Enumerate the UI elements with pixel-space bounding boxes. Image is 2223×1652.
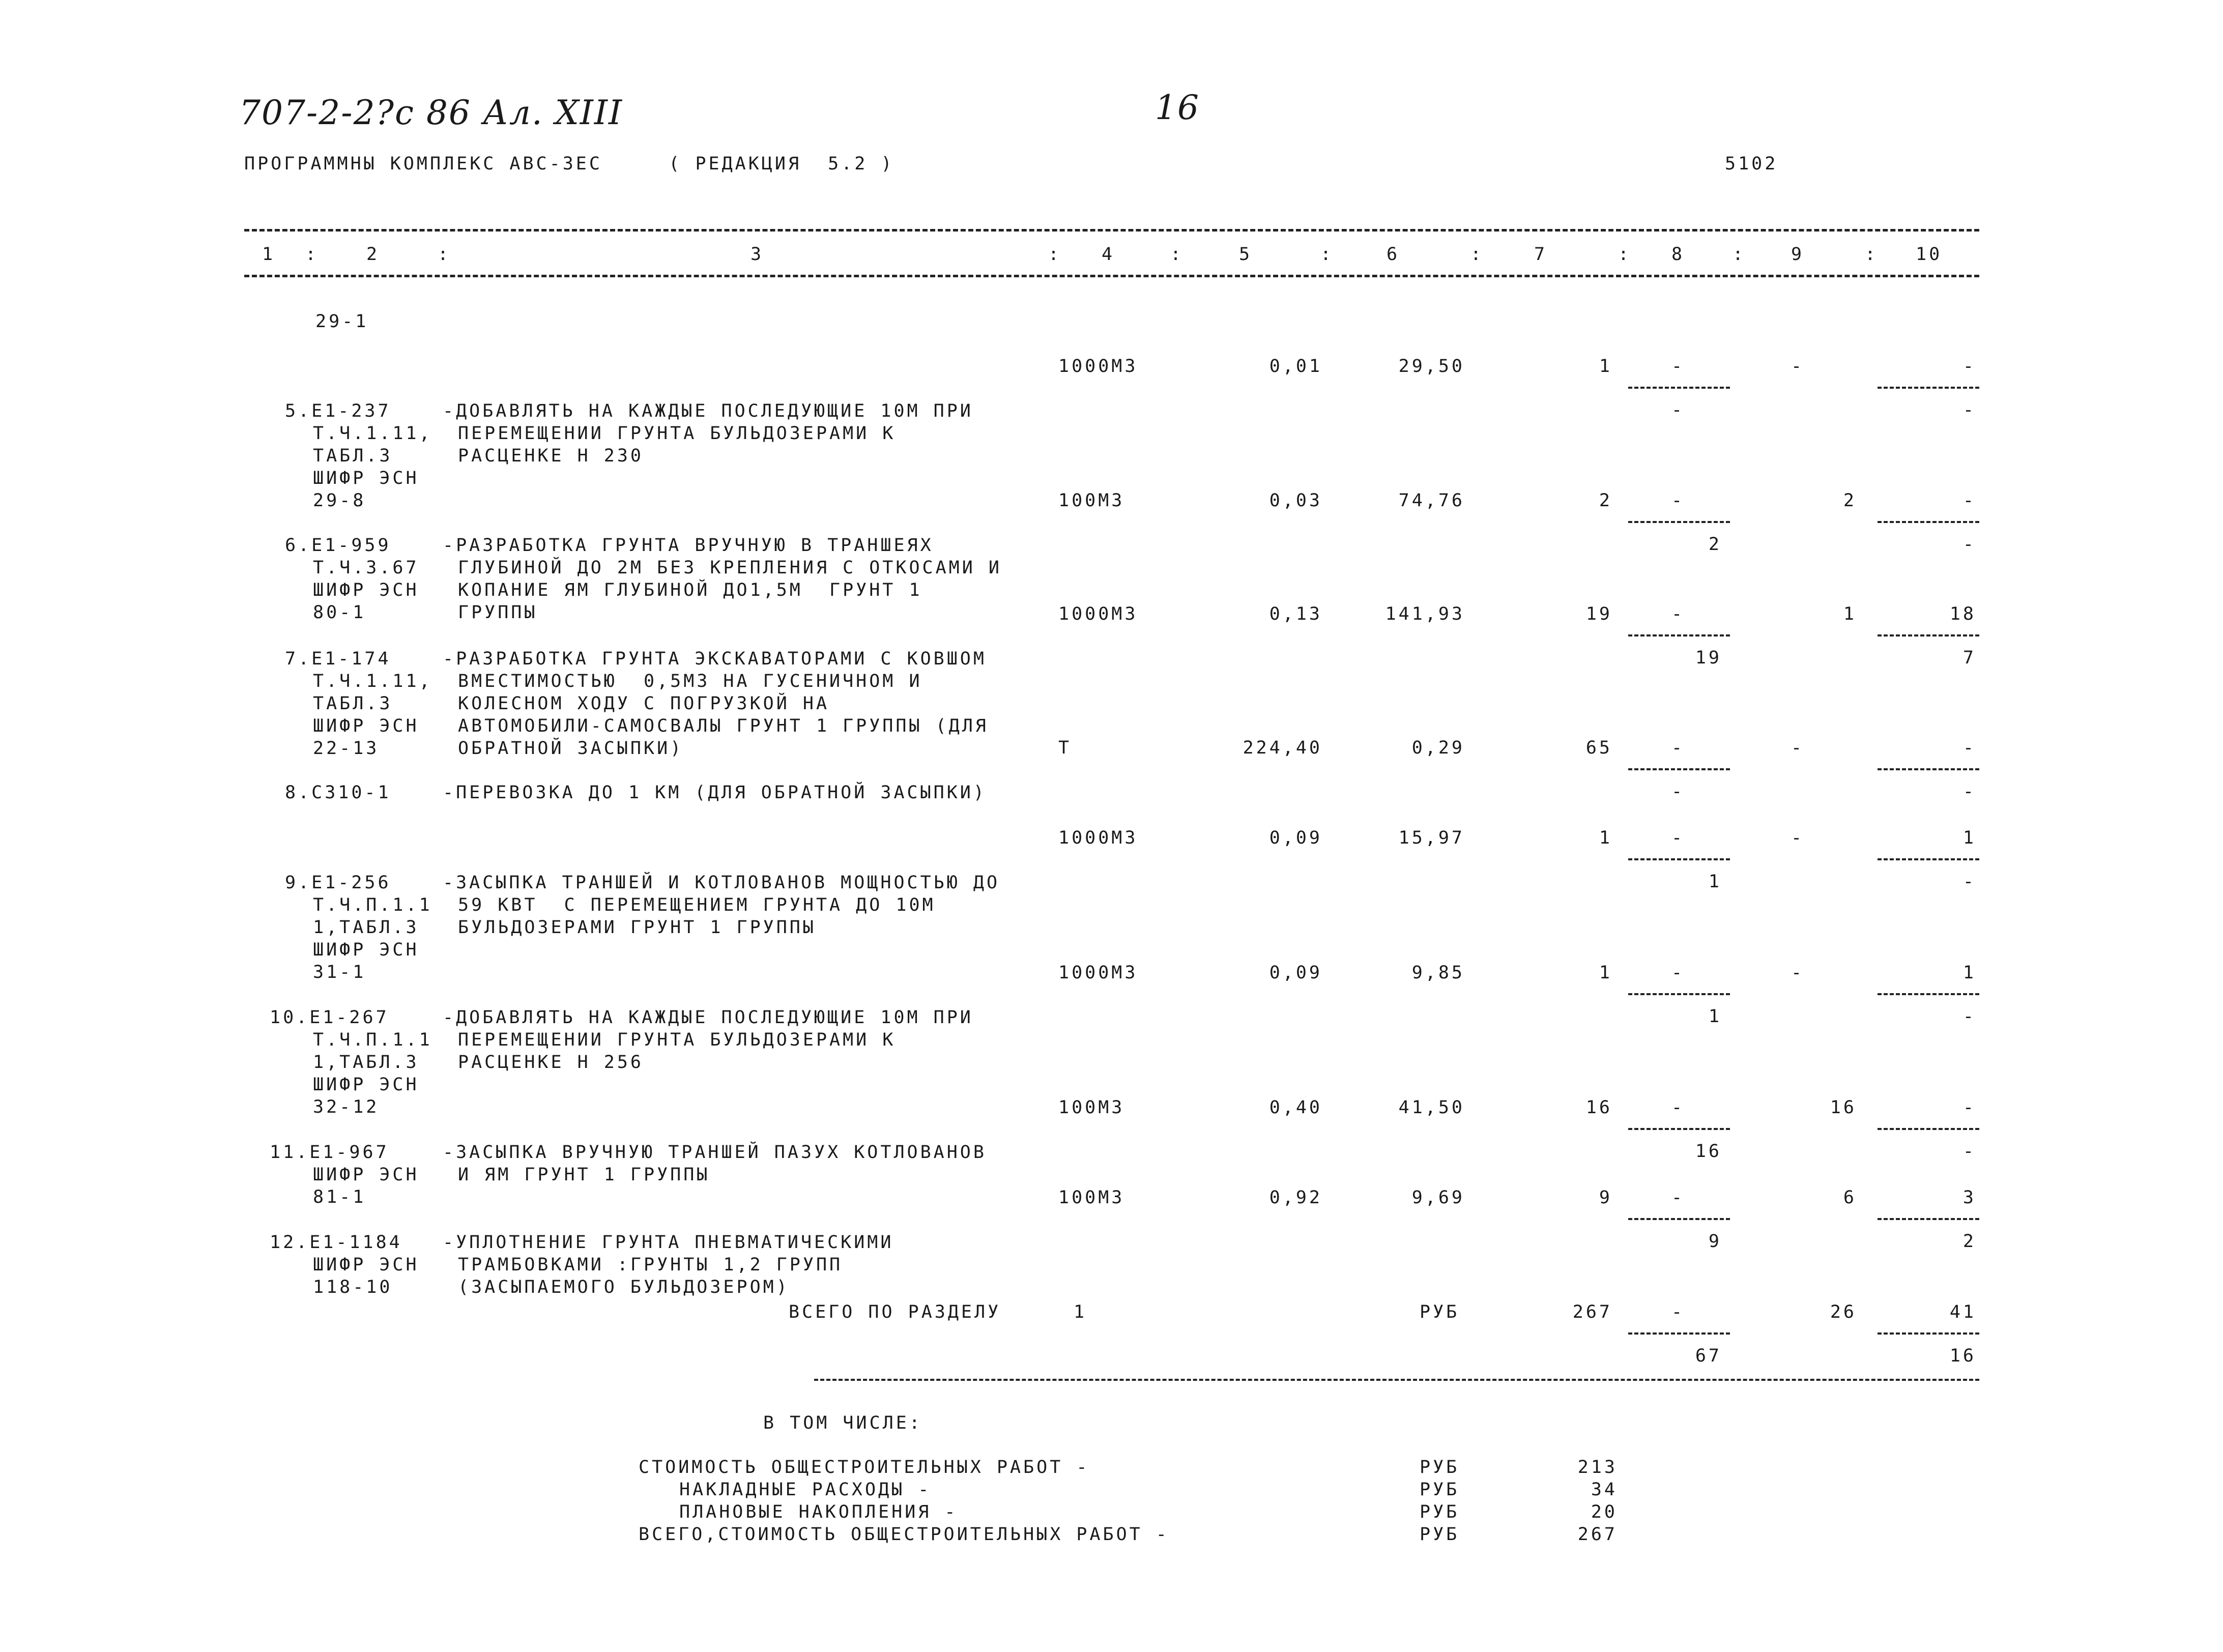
row-machines-bottom: - — [1962, 872, 1976, 892]
row-machines-top: - — [1962, 356, 1976, 376]
row-code: 6.Е1-959 Т.Ч.3.67 ШИФР ЭСН 80-1 — [285, 535, 419, 623]
col-number: 8 — [1671, 244, 1685, 265]
col-number: 2 — [366, 244, 380, 265]
row-quantity: 0,09 — [1269, 963, 1322, 983]
section-total-label: ВСЕГО ПО РАЗДЕЛУ — [789, 1302, 1001, 1322]
row-total: 9 — [1599, 1187, 1612, 1208]
row-code: 7.Е1-174 Т.Ч.1.11, ТАБЛ.3 ШИФР ЭСН 22-13 — [285, 649, 432, 759]
summary-item-value: 34 — [1591, 1480, 1618, 1500]
fraction-line — [1878, 634, 1979, 636]
section-total-rule — [814, 1379, 1979, 1381]
row-wages-top: - — [1671, 738, 1685, 758]
fraction-line — [1878, 768, 1979, 770]
section-total-unit: РУБ — [1420, 1302, 1460, 1322]
fraction-line — [1628, 387, 1730, 389]
col-number: 1 — [262, 244, 276, 265]
col-separator: : — [1048, 244, 1062, 265]
row-materials: 1 — [1843, 604, 1857, 624]
fraction-line — [1628, 1218, 1730, 1220]
fraction-line — [1628, 521, 1730, 523]
section-wages-top: - — [1671, 1302, 1685, 1322]
row-unit-price: 9,69 — [1411, 1187, 1465, 1208]
section-machines-bottom: 16 — [1949, 1346, 1976, 1366]
document-code: 5102 — [1725, 154, 1778, 174]
col-separator: : — [305, 244, 319, 265]
row-machines-bottom: 7 — [1962, 648, 1976, 668]
row-description: -РАЗРАБОТКА ГРУНТА ЭКСКАВАТОРАМИ С КОВШОМ ВМЕСТИМОСТЬЮ 0,5М3 НА ГУСЕНИЧНОМ И КОЛЕСНОМ ХОДУ С ПОГРУЗКОЙ НА АВТОМОБИЛИ-САМОСВАЛЫ ГРУНТ 1 ГРУППЫ (ДЛЯ ОБРАТНОЙ ЗАСЫПКИ) — [443, 649, 989, 759]
row-wages-top: - — [1671, 1097, 1685, 1118]
fraction-line — [1878, 1332, 1979, 1335]
row-unit-price: 141,93 — [1385, 604, 1465, 624]
fraction-line — [1628, 1128, 1730, 1130]
col-number: 7 — [1534, 244, 1548, 265]
row-unit: 1000М3 — [1058, 356, 1138, 376]
row-machines-bottom: - — [1962, 1006, 1976, 1027]
row-unit: Т — [1058, 738, 1072, 758]
col-number: 10 — [1916, 244, 1943, 265]
row-wages-bottom: 1 — [1708, 872, 1722, 892]
col-number: 9 — [1791, 244, 1805, 265]
row-wages-top: - — [1671, 604, 1685, 624]
row-materials: - — [1791, 963, 1805, 983]
row-machines-bottom: 2 — [1962, 1231, 1976, 1252]
row-wages-bottom: 16 — [1695, 1141, 1722, 1162]
row-description: -ПЕРЕВОЗКА ДО 1 КМ (ДЛЯ ОБРАТНОЙ ЗАСЫПКИ) — [443, 782, 987, 803]
section-materials: 26 — [1830, 1302, 1857, 1322]
row-machines-bottom: - — [1962, 400, 1976, 420]
row-quantity: 0,01 — [1269, 356, 1322, 376]
row-total: 1 — [1599, 828, 1612, 848]
row-code: 5.Е1-237 Т.Ч.1.11, ТАБЛ.3 ШИФР ЭСН 29-8 — [285, 401, 432, 511]
section-machines-top: 41 — [1949, 1302, 1976, 1322]
col-number: 6 — [1387, 244, 1400, 265]
row-wages-bottom: 1 — [1708, 1006, 1722, 1027]
row-materials: - — [1791, 738, 1805, 758]
row-machines-top: 1 — [1962, 963, 1976, 983]
col-separator: : — [1170, 244, 1184, 265]
row-wages-bottom: - — [1671, 781, 1685, 802]
col-separator: : — [1865, 244, 1879, 265]
row-wages-top: - — [1671, 828, 1685, 848]
summary-item-label: ВСЕГО,СТОИМОСТЬ ОБЩЕСТРОИТЕЛЬНЫХ РАБОТ - — [639, 1524, 1169, 1545]
row-wages-top: - — [1671, 963, 1685, 983]
fraction-line — [1878, 858, 1979, 860]
row-unit: 100М3 — [1058, 1187, 1125, 1208]
fraction-line — [1628, 1332, 1730, 1335]
fraction-line — [1878, 387, 1979, 389]
row-unit: 100М3 — [1058, 490, 1125, 511]
header-bottom-rule — [244, 275, 1979, 277]
row-quantity: 0,40 — [1269, 1097, 1322, 1118]
row-wages-bottom: 19 — [1695, 648, 1722, 668]
fraction-line — [1628, 858, 1730, 860]
fraction-line — [1878, 1128, 1979, 1130]
row-code: 12.Е1-1184 ШИФР ЭСН 118-10 — [270, 1232, 419, 1297]
row-machines-top: 18 — [1949, 604, 1976, 624]
row-description: -ЗАСЫПКА ТРАНШЕЙ И КОТЛОВАНОВ МОЩНОСТЬЮ ДО 59 КВТ С ПЕРЕМЕЩЕНИЕМ ГРУНТА ДО 10М БУЛЬДОЗЕРАМИ ГРУНТ 1 ГРУППЫ — [443, 873, 1000, 938]
row-unit: 1000М3 — [1058, 604, 1138, 624]
row-total: 2 — [1599, 490, 1612, 511]
row-code: 10.Е1-267 Т.Ч.П.1.1 1,ТАБЛ.3 ШИФР ЭСН 32-12 — [270, 1007, 432, 1117]
col-separator: : — [1733, 244, 1746, 265]
row-unit-price: 74,76 — [1398, 490, 1465, 511]
summary-item-label: НАКЛАДНЫЕ РАСХОДЫ - — [679, 1480, 932, 1500]
row-materials: 2 — [1843, 490, 1857, 511]
row-total: 1 — [1599, 356, 1612, 376]
fraction-line — [1878, 1218, 1979, 1220]
row-total: 65 — [1585, 738, 1612, 758]
row-code: 8.С310-1 — [285, 782, 391, 803]
row-materials: 16 — [1830, 1097, 1857, 1118]
row-machines-top: - — [1962, 1097, 1976, 1118]
row-unit: 100М3 — [1058, 1097, 1125, 1118]
row-quantity: 0,09 — [1269, 828, 1322, 848]
fraction-line — [1878, 993, 1979, 995]
summary-item-label: СТОИМОСТЬ ОБЩЕСТРОИТЕЛЬНЫХ РАБОТ - — [639, 1457, 1090, 1477]
page-number: 16 — [1155, 88, 1200, 127]
row-unit-price: 0,29 — [1411, 738, 1465, 758]
summary-item-value: 213 — [1577, 1457, 1618, 1477]
row-unit: 1000М3 — [1058, 963, 1138, 983]
row-description: -РАЗРАБОТКА ГРУНТА ВРУЧНУЮ В ТРАНШЕЯХ ГЛУБИНОЙ ДО 2М БЕЗ КРЕПЛЕНИЯ С ОТКОСАМИ И КОПАНИЕ ЯМ ГЛУБИНОЙ ДО1,5М ГРУНТ 1 ГРУППЫ — [443, 535, 1002, 623]
col-separator: : — [1618, 244, 1632, 265]
row-wages-top: - — [1671, 356, 1685, 376]
summary-item-unit: РУБ — [1420, 1502, 1460, 1522]
header-top-rule — [244, 229, 1979, 231]
fraction-line — [1628, 768, 1730, 770]
handwritten-reference: 707-2-2?с 86 Ал. XIII — [239, 93, 623, 132]
row-description: -ДОБАВЛЯТЬ НА КАЖДЫЕ ПОСЛЕДУЮЩИЕ 10М ПРИ ПЕРЕМЕЩЕНИИ ГРУНТА БУЛЬДОЗЕРАМИ К РАСЦЕНКЕ Н 230 — [443, 401, 973, 466]
row-machines-top: - — [1962, 738, 1976, 758]
summary-heading: В ТОМ ЧИСЛЕ: — [763, 1413, 922, 1433]
row-machines-bottom: - — [1962, 534, 1976, 555]
row-quantity: 0,92 — [1269, 1187, 1322, 1208]
row-quantity: 224,40 — [1243, 738, 1322, 758]
row-total: 16 — [1585, 1097, 1612, 1118]
row-total: 1 — [1599, 963, 1612, 983]
fraction-line — [1628, 634, 1730, 636]
row-quantity: 0,13 — [1269, 604, 1322, 624]
row-machines-top: 1 — [1962, 828, 1976, 848]
row-quantity: 0,03 — [1269, 490, 1322, 511]
row-description: -ДОБАВЛЯТЬ НА КАЖДЫЕ ПОСЛЕДУЮЩИЕ 10М ПРИ ПЕРЕМЕЩЕНИИ ГРУНТА БУЛЬДОЗЕРАМИ К РАСЦЕНКЕ Н 256 — [443, 1007, 973, 1073]
col-separator: : — [1470, 244, 1484, 265]
summary-item-unit: РУБ — [1420, 1524, 1460, 1545]
row-description: -ЗАСЫПКА ВРУЧНУЮ ТРАНШЕЙ ПАЗУХ КОТЛОВАНОВ И ЯМ ГРУНТ 1 ГРУППЫ — [443, 1142, 987, 1185]
row-materials: - — [1791, 356, 1805, 376]
row-unit-price: 29,50 — [1398, 356, 1465, 376]
col-number: 5 — [1239, 244, 1253, 265]
summary-item-unit: РУБ — [1420, 1480, 1460, 1500]
row-wages-bottom: 9 — [1708, 1231, 1722, 1252]
row-materials: 6 — [1843, 1187, 1857, 1208]
row-unit-price: 15,97 — [1398, 828, 1465, 848]
summary-item-value: 20 — [1591, 1502, 1618, 1522]
row-machines-bottom: - — [1962, 1141, 1976, 1162]
row-wages-top: - — [1671, 1187, 1685, 1208]
row-total: 19 — [1585, 604, 1612, 624]
section-number: 1 — [1074, 1302, 1087, 1322]
row-unit: 1000М3 — [1058, 828, 1138, 848]
summary-item-label: ПЛАНОВЫЕ НАКОПЛЕНИЯ - — [679, 1502, 958, 1522]
row-machines-top: - — [1962, 490, 1976, 511]
row-wages-top: - — [1671, 490, 1685, 511]
col-number: 3 — [750, 244, 764, 265]
row-code: 11.Е1-967 ШИФР ЭСН 81-1 — [270, 1142, 419, 1207]
carry-over-cipher: 29-1 — [315, 311, 369, 332]
row-unit-price: 9,85 — [1411, 963, 1465, 983]
row-machines-top: 3 — [1962, 1187, 1976, 1208]
col-separator: : — [438, 244, 451, 265]
row-wages-bottom: - — [1671, 400, 1685, 420]
row-unit-price: 41,50 — [1398, 1097, 1465, 1118]
row-wages-bottom: 2 — [1708, 534, 1722, 555]
row-description: -УПЛОТНЕНИЕ ГРУНТА ПНЕВМАТИЧЕСКИМИ ТРАМБОВКАМИ :ГРУНТЫ 1,2 ГРУПП (ЗАСЫПАЕМОГО БУЛЬДОЗЕРОМ) — [443, 1232, 894, 1297]
col-number: 4 — [1102, 244, 1115, 265]
summary-item-unit: РУБ — [1420, 1457, 1460, 1477]
row-code: 9.Е1-256 Т.Ч.П.1.1 1,ТАБЛ.3 ШИФР ЭСН 31-1 — [285, 873, 432, 982]
row-materials: - — [1791, 828, 1805, 848]
col-separator: : — [1320, 244, 1334, 265]
summary-item-value: 267 — [1577, 1524, 1618, 1545]
section-wages-bottom: 67 — [1695, 1346, 1722, 1366]
section-total-amount: 267 — [1572, 1302, 1612, 1322]
program-line: ПРОГРАММНЫ КОМПЛЕКС АВС-ЗЕС ( РЕДАКЦИЯ 5.2 ) — [244, 154, 894, 174]
fraction-line — [1628, 993, 1730, 995]
row-machines-bottom: - — [1962, 781, 1976, 802]
fraction-line — [1878, 521, 1979, 523]
